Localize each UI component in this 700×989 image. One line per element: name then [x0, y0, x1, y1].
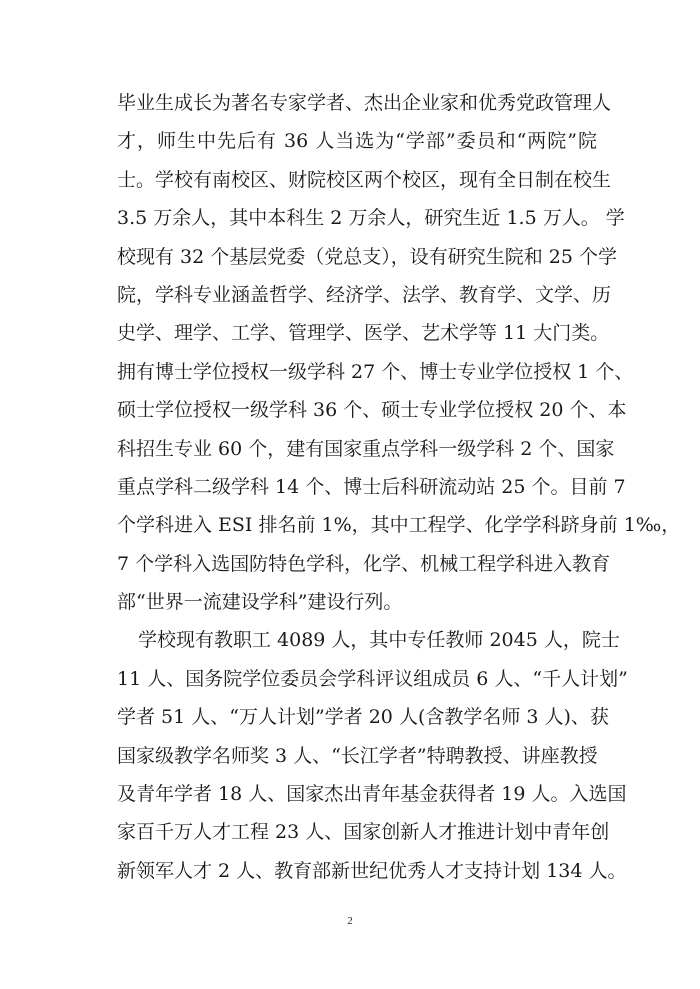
page-number: 2 — [347, 915, 353, 927]
text-line: 才，师生中先后有 36 人当选为“学部”委员和“两院”院 — [117, 130, 597, 153]
text-line: 士。学校有南校区、财院校区两个校区，现有全日制在校生 — [117, 168, 612, 191]
text-line: 科招生专业 60 个，建有国家重点学科一级学科 2 个、国家 — [117, 437, 615, 460]
text-line: 11 人、国务院学位委员会学科评议组成员 6 人、“千人计划” — [117, 667, 628, 690]
text-line: 3.5 万余人，其中本科生 2 万余人，研究生近 1.5 万人。 学 — [117, 207, 625, 230]
text-line: 学校现有教职工 4089 人，其中专任教师 2045 人，院士 — [138, 629, 620, 652]
text-line: 个学科进入 ESI 排名前 1%，其中工程学、化学学科跻身前 1‰， — [117, 514, 681, 537]
text-line: 国家级教学名师奖 3 人、“长江学者”特聘教授、讲座教授 — [117, 744, 598, 767]
text-line: 家百千万人才工程 23 人、国家创新人才推进计划中青年创 — [117, 821, 610, 844]
text-line: 史学、理学、工学、管理学、医学、艺术学等 11 大门类。 — [117, 322, 610, 345]
text-line: 及青年学者 18 人、国家杰出青年基金获得者 19 人。入选国 — [117, 783, 627, 806]
text-line: 重点学科二级学科 14 个、博士后科研流动站 25 个。目前 7 — [117, 475, 626, 498]
text-line: 毕业生成长为著名专家学者、杰出企业家和优秀党政管理人 — [117, 92, 612, 114]
text-line: 7 个学科入选国防特色学科，化学、机械工程学科进入教育 — [117, 552, 611, 575]
text-line: 新领军人才 2 人、教育部新世纪优秀人才支持计划 134 人。 — [117, 859, 627, 882]
text-line: 院，学科专业涵盖哲学、经济学、法学、教育学、文学、历 — [117, 283, 612, 306]
body-text — [117, 84, 681, 890]
text-line: 校现有 32 个基层党委（党总支），设有研究生院和 25 个学 — [117, 245, 618, 268]
text-line: 学者 51 人、“万人计划”学者 20 人(含教学名师 3 人)、获 — [117, 706, 609, 729]
text-line: 部“世界一流建设学科”建设行列。 — [117, 591, 403, 614]
text-line: 拥有博士学位授权一级学科 27 个、博士专业学位授权 1 个、 — [117, 360, 634, 383]
text-line: 硕士学位授权一级学科 36 个、硕士专业学位授权 20 个、本 — [117, 399, 627, 422]
paragraph-2 — [117, 621, 628, 890]
paragraph-1 — [117, 84, 681, 621]
